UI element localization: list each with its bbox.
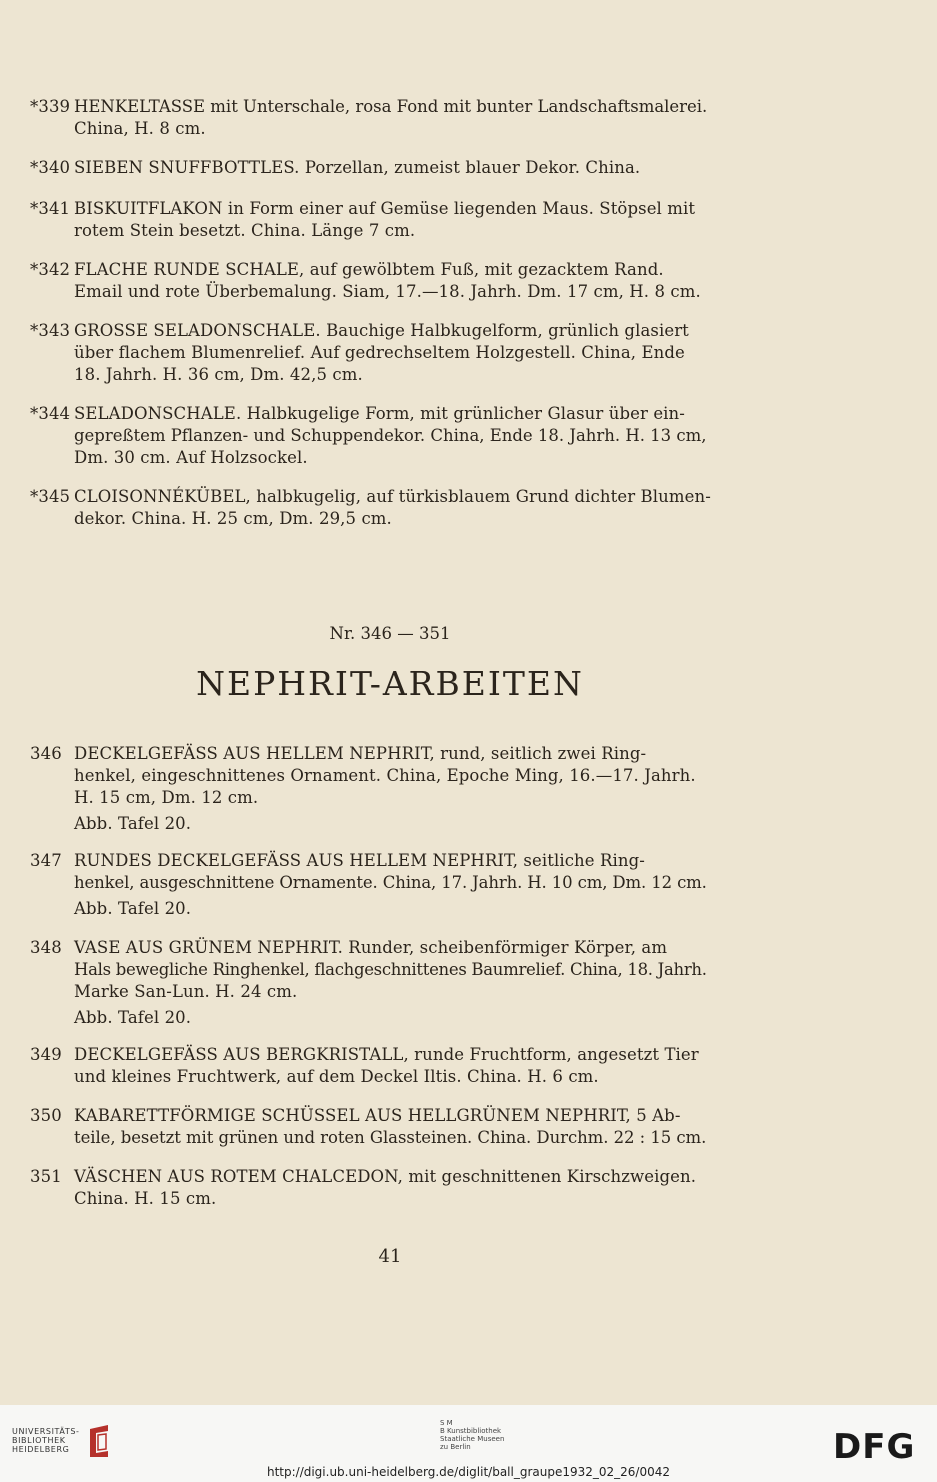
center-line: Staatliche Museen [440,1435,505,1443]
entry-line: DECKELGEFÄSS AUS HELLEM NEPHRIT, rund, seitlich zwei Ring- [74,744,647,763]
entry-line: DECKELGEFÄSS AUS BERGKRISTALL, runde Fruchtform, angesetzt Tier [74,1045,699,1064]
entry-number: 351 [30,1167,62,1186]
entry-line: China, H. 8 cm. [74,119,206,138]
entry-line: GROSSE SELADONSCHALE. Bauchige Halbkugelform, grünlich glasiert [74,321,689,340]
entry-description [74,743,714,835]
entry-line: Email und rote Überbemalung. Siam, 17.—18. Jahrh. Dm. 17 cm, H. 8 cm. [74,282,701,301]
university-line: HEIDELBERG [12,1445,70,1454]
entry-line: rotem Stein besetzt. China. Länge 7 cm. [74,221,416,240]
entry-number: *343 [30,321,71,340]
entry-illustration-ref: Abb. Tafel 20. [74,814,192,833]
entry-number: 346 [30,744,62,763]
entry-description [74,937,714,1029]
entry-line: dekor. China. H. 25 cm, Dm. 29,5 cm. [74,509,392,528]
center-line: S M [440,1419,453,1427]
center-line: zu Berlin [440,1443,471,1451]
entry-illustration-ref: Abb. Tafel 20. [74,1008,192,1027]
entry-line: über flachem Blumenrelief. Auf gedrechseltem Holzgestell. China, Ende [74,343,685,362]
entry-line: RUNDES DECKELGEFÄSS AUS HELLEM NEPHRIT, seitliche Ring- [74,851,645,870]
entry-description [74,198,714,242]
entry-description [74,96,714,140]
entry-line: 18. Jahrh. H. 36 cm, Dm. 42,5 cm. [74,365,363,384]
entry-description [74,157,714,179]
entry-line: VÄSCHEN AUS ROTEM CHALCEDON, mit geschnittenen Kirschzweigen. [74,1167,697,1186]
entry-line: teile, besetzt mit grünen und roten Glassteinen. China. Durchm. 22 : 15 cm. [74,1128,707,1147]
entry-line: H. 15 cm, Dm. 12 cm. [74,788,259,807]
entry-description [74,259,714,303]
entry-number: *344 [30,404,71,423]
entry-number: *342 [30,260,71,279]
entry-description [74,1105,714,1149]
entry-number: *341 [30,199,71,218]
entry-number: 349 [30,1045,62,1064]
entry-number: *340 [30,158,71,177]
entry-illustration-ref: Abb. Tafel 20. [74,899,192,918]
section-heading: NEPHRIT-ARBEITEN [196,664,584,703]
berlin-library-label [440,1419,580,1451]
entry-description [74,850,714,920]
entry-description [74,1166,714,1210]
entry-line: Dm. 30 cm. Auf Holzsockel. [74,448,308,467]
university-line: UNIVERSITÄTS- [12,1427,80,1436]
entry-description [74,320,714,386]
center-line: B Kunstbibliothek [440,1427,502,1435]
university-logo-icon [86,1423,112,1459]
entry-line: und kleines Fruchtwerk, auf dem Deckel Iltis. China. H. 6 cm. [74,1067,599,1086]
entry-line: CLOISONNÉKÜBEL, halbkugelig, auf türkisblauem Grund dichter Blumen- [74,487,711,506]
permalink-url[interactable]: http://digi.ub.uni-heidelberg.de/diglit/ball_graupe1932_02_26/0042 [266,1465,671,1479]
entry-number: 350 [30,1106,62,1125]
entry-line: BISKUITFLAKON in Form einer auf Gemüse liegenden Maus. Stöpsel mit [74,199,696,218]
entry-number: *339 [30,97,71,116]
entry-line: China. H. 15 cm. [74,1189,217,1208]
entry-line: gepreßtem Pflanzen- und Schuppendekor. China, Ende 18. Jahrh. H. 13 cm, [74,426,707,445]
dfg-logo: DFG [833,1427,916,1467]
entry-line: SELADONSCHALE. Halbkugelige Form, mit grünlicher Glasur über ein- [74,404,685,423]
entry-number: 347 [30,851,62,870]
entry-line: HENKELTASSE mit Unterschale, rosa Fond mit bunter Landschaftsmalerei. [74,97,708,116]
university-label [12,1427,132,1454]
entry-line: SIEBEN SNUFFBOTTLES. Porzellan, zumeist blauer Dekor. China. [74,158,641,177]
university-line: BIBLIOTHEK [12,1436,66,1445]
entry-number: *345 [30,487,71,506]
entry-line: henkel, ausgeschnittene Ornamente. China, 17. Jahrh. H. 10 cm, Dm. 12 cm. [74,873,707,892]
section-range: Nr. 346 — 351 [329,624,451,643]
entry-description [74,486,714,530]
entry-description [74,1044,714,1088]
entry-line: henkel, eingeschnittenes Ornament. China, Epoche Ming, 16.—17. Jahrh. [74,766,696,785]
entry-line: KABARETTFÖRMIGE SCHÜSSEL AUS HELLGRÜNEM NEPHRIT, 5 Ab- [74,1106,681,1125]
entry-line: Hals bewegliche Ringhenkel, flachgeschnittenes Baumrelief. China, 18. Jahrh. [74,960,707,979]
viewer-footer [0,1405,937,1482]
entry-line: VASE AUS GRÜNEM NEPHRIT. Runder, scheibenförmiger Körper, am [74,938,668,957]
page-number: 41 [378,1246,402,1267]
entry-line: Marke San-Lun. H. 24 cm. [74,982,298,1001]
entry-number: 348 [30,938,62,957]
entry-line: FLACHE RUNDE SCHALE, auf gewölbtem Fuß, mit gezacktem Rand. [74,260,664,279]
entry-description [74,403,714,469]
